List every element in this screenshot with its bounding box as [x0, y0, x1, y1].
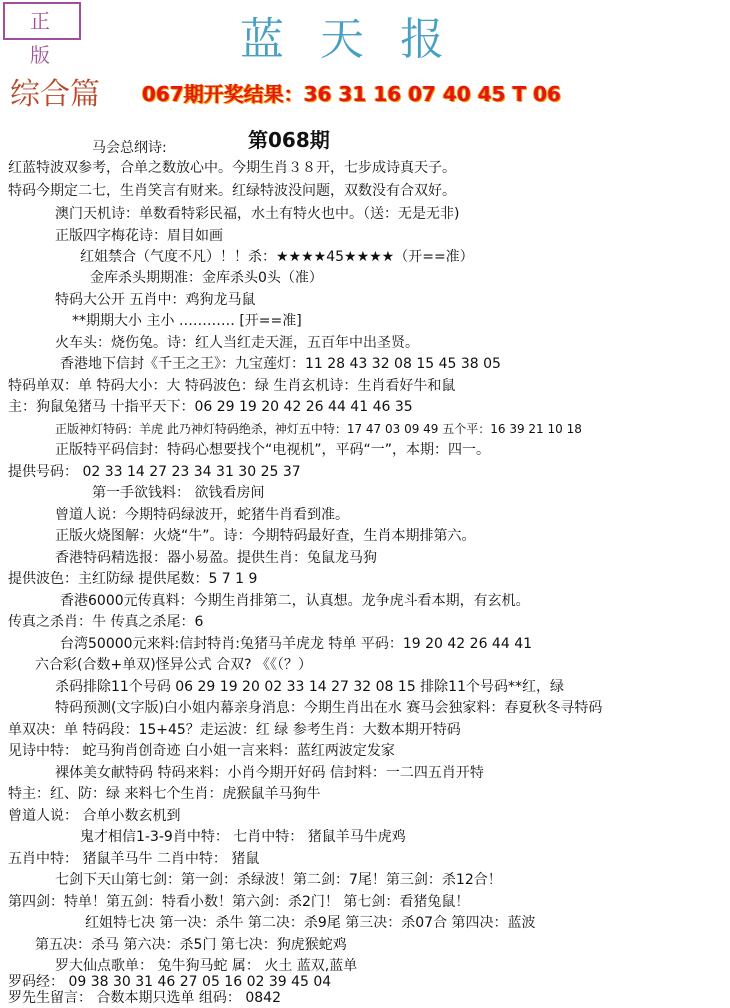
text-line: 马会总纲诗: [92, 140, 167, 156]
text-line: 第五决：杀马 第六决：杀5门 第七决：狗虎猴蛇鸡 [35, 937, 347, 953]
text-line: 台湾50000元来料:信封特肖:兔猪马羊虎龙 特单 平码：19 20 42 26 44 41 [60, 636, 533, 652]
text-line: 红姐禁合（气度不凡）！！杀：★★★★45★★★★（开==准） [80, 249, 474, 265]
section-title: 综合篇 [10, 77, 100, 112]
issue-number: 第068期 [248, 128, 330, 152]
text-line: 红姐特七决 第一决：杀牛 第二决：杀9尾 第三决：杀07合 第四决：蓝波 [85, 915, 536, 931]
text-line: 特主：红、防：绿 来料七个生肖：虎猴鼠羊马狗牛 [8, 786, 321, 802]
text-line: 七剑下天山第七剑：第一剑：杀绿波！第二剑：7尾！第三剑：杀12合！ [55, 872, 502, 888]
text-line: 曾道人说：今期特码绿波开，蛇猪牛肖看到准。 [55, 507, 349, 523]
text-line: 红蓝特波双参考，合单之数放心中。今期生肖３８开，七步成诗真天子。 [8, 160, 456, 176]
text-line: 正版特平码信封：特码心想要找个“电视机”，平码“一”，本期：四一。 [55, 442, 491, 458]
text-line: 六合彩(合数+单双)怪异公式 合双? 《《（？） [35, 657, 312, 673]
text-line: 杀码排除11个号码 06 29 19 20 02 33 14 27 32 08 15 排除11个号码**红，绿 [55, 679, 564, 695]
text-line: 提供号码： 02 33 14 27 23 34 31 30 25 37 [8, 464, 301, 480]
text-line: 五肖中特： 猪鼠羊马牛 二肖中特： 猪鼠 [8, 851, 260, 867]
text-line: 罗先生留言： 合数本期只选单 组码： 0842 [8, 990, 281, 1006]
text-line: 香港地下信封《千王之王》：九宝莲灯：11 28 43 32 08 15 45 38 05 [60, 356, 501, 372]
text-line: 澳门天机诗：单数看特彩民福，水土有特火也中。（送：无是无非) [55, 206, 460, 222]
text-line: 第四剑：特单！第五剑：特看小数！第六剑：杀2门！ 第七剑：看猪兔鼠！ [8, 894, 470, 910]
text-line: 正版火烧图解：火烧“牛”。诗：今期特码最好查，生肖本期排第六。 [55, 528, 476, 544]
text-line: 金库杀头期期准：金库杀头0头（准） [90, 270, 323, 286]
text-line: 单双决：单 特码段：15+45？走运波：红 绿 参考生肖：大数本期开特码 [8, 722, 461, 738]
text-line: 正版四字梅花诗：眉目如画 [55, 228, 223, 244]
text-line: 罗大仙点歌单： 兔牛狗马蛇 属： 火土 蓝双,蓝单 [55, 958, 358, 974]
text-line: 罗码经： 09 38 30 31 46 27 05 16 02 39 45 04 [8, 974, 332, 990]
text-line: 香港特码精选报：器小易盈。提供生肖：兔鼠龙马狗 [55, 550, 377, 566]
text-line: 第一手欲钱料： 欲钱看房间 [92, 485, 265, 501]
text-line: 火车头：烧伤兔。诗：红人当红走天涯，五百年中出圣贤。 [55, 335, 419, 351]
page-title: 蓝天报 [240, 14, 480, 65]
text-line: 裸体美女献特码 特码来料：小肖今期开好码 信封料：一二四五肖开特 [55, 765, 484, 781]
text-line: 鬼才相信1-3-9肖中特： 七肖中特： 猪鼠羊马牛虎鸡 [80, 829, 406, 845]
text-line: 见诗中特： 蛇马狗肖创奇迹 白小姐一言来料：蓝红两波定发家 [8, 743, 395, 759]
draw-result: 067期开奖结果：36 31 16 07 40 45 T 06 [142, 82, 561, 106]
text-line: 传真之杀肖：牛 传真之杀尾：6 [8, 614, 204, 630]
text-line: 特码单双：单 特码大小：大 特码波色：绿 生肖玄机诗：生肖看好牛和鼠 [8, 378, 456, 394]
text-line: 提供波色：主红防绿 提供尾数：5 7 1 9 [8, 571, 258, 587]
text-line: 特码大公开 五肖中：鸡狗龙马鼠 [55, 292, 256, 308]
text-line: 特码今期定二七，生肖笑言有财来。红绿特波没问题，双数没有合双好。 [8, 183, 456, 199]
text-line: 正版神灯特码：羊虎 此乃神灯特码绝杀，神灯五中特：17 47 03 09 49 五个平：16 39 21 10 18 [55, 422, 582, 436]
text-line: 曾道人说： 合单小数玄机到 [8, 808, 181, 824]
text-line: 主：狗鼠兔猪马 十指平天下：06 29 19 20 42 26 44 41 46 35 [8, 399, 413, 415]
text-line: 特码预测(文字版)白小姐内幕亲身消息：今期生肖出在水 赛马会独家料：春夏秋冬寻特码 [55, 700, 603, 716]
authentic-badge: 正 版 [3, 2, 81, 40]
text-line: **期期大小 主小 ………… [开==准] [72, 313, 302, 329]
text-line: 香港6000元传真料：今期生肖排第二，认真想。龙争虎斗看本期，有玄机。 [60, 593, 530, 609]
